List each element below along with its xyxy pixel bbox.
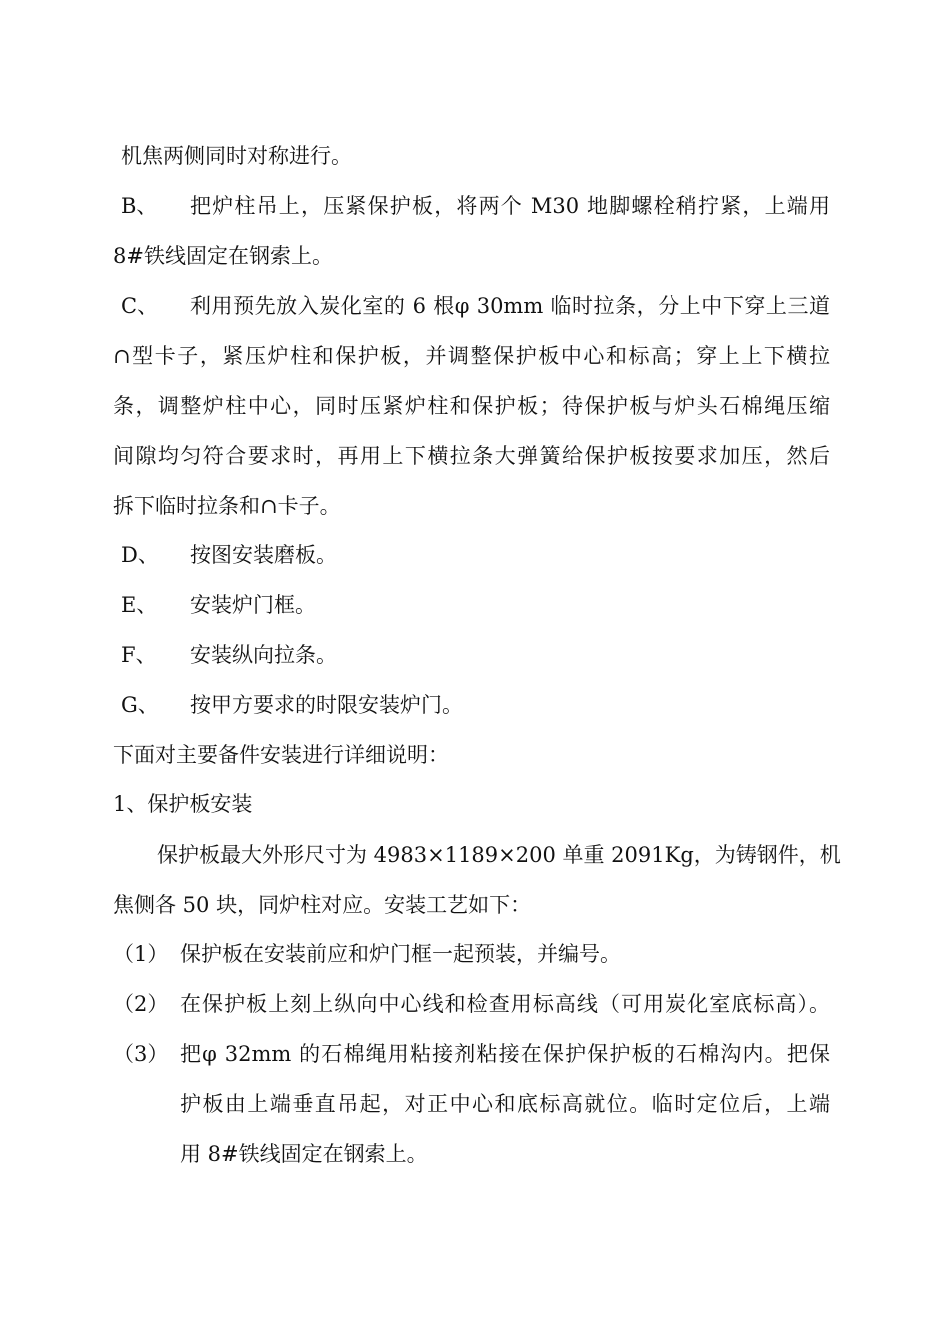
step-e bbox=[121, 590, 830, 620]
step-label: C、 bbox=[121, 294, 159, 318]
step-f bbox=[121, 640, 830, 670]
step-label: D、 bbox=[121, 543, 159, 567]
step-text-line: 把炉柱吊上，压紧保护板，将两个 M30 地脚螺栓稍拧紧，上端用 bbox=[190, 194, 830, 218]
list-item bbox=[113, 1039, 830, 1069]
step-d bbox=[121, 540, 830, 570]
step-text-line: 安装纵向拉条。 bbox=[190, 643, 337, 667]
step-label: B、 bbox=[121, 194, 158, 218]
item-number: （2） bbox=[113, 992, 169, 1016]
list-item bbox=[113, 939, 830, 969]
item-number: （1） bbox=[113, 942, 169, 966]
item-text-line: 用 8#铁线固定在钢索上。 bbox=[180, 1142, 428, 1166]
step-c bbox=[121, 291, 830, 321]
step-text-line: ∩型卡子，紧压炉柱和保护板，并调整保护板中心和标高；穿上上下横拉 bbox=[113, 344, 830, 368]
step-b bbox=[121, 191, 830, 221]
step-label: G、 bbox=[121, 693, 159, 717]
item-text-line: 护板由上端垂直吊起，对正中心和底标高就位。临时定位后，上端 bbox=[180, 1092, 830, 1116]
step-text-line: 间隙均匀符合要求时，再用上下横拉条大弹簧给保护板按要求加压，然后 bbox=[113, 444, 830, 468]
item-number: （3） bbox=[113, 1042, 169, 1066]
step-text-line: 8#铁线固定在钢索上。 bbox=[113, 244, 333, 268]
list-item bbox=[113, 989, 830, 1019]
step-text-line: 按甲方要求的时限安装炉门。 bbox=[190, 693, 463, 717]
step-text-line: 安装炉门框。 bbox=[190, 593, 316, 617]
section-title: 1、保护板安装 bbox=[113, 792, 253, 816]
step-text-line: 按图安装磨板。 bbox=[190, 543, 337, 567]
step-label: F、 bbox=[121, 643, 157, 667]
item-text-line: 保护板在安装前应和炉门框一起预装，并编号。 bbox=[180, 942, 621, 966]
item-text-line: 把φ 32mm 的石棉绳用粘接剂粘接在保护保护板的石棉沟内。把保 bbox=[180, 1042, 830, 1066]
step-text-line: 拆下临时拉条和∩卡子。 bbox=[113, 494, 341, 518]
intro-line: 机焦两侧同时对称进行。 bbox=[121, 144, 352, 168]
detail-heading: 下面对主要备件安装进行详细说明： bbox=[113, 743, 449, 767]
section-paragraph-line: 保护板最大外形尺寸为 4983×1189×200 单重 2091Kg，为铸钢件，机 bbox=[157, 843, 841, 867]
step-label: E、 bbox=[121, 593, 158, 617]
section-paragraph-line: 焦侧各 50 块，同炉柱对应。安装工艺如下： bbox=[113, 893, 532, 917]
step-g bbox=[121, 690, 830, 720]
item-text-line: 在保护板上刻上纵向中心线和检查用标高线（可用炭化室底标高）。 bbox=[180, 992, 830, 1016]
step-text-line: 条，调整炉柱中心，同时压紧炉柱和保护板；待保护板与炉头石棉绳压缩 bbox=[113, 394, 830, 418]
step-text-line: 利用预先放入炭化室的 6 根φ 30mm 临时拉条，分上中下穿上三道 bbox=[190, 294, 830, 318]
